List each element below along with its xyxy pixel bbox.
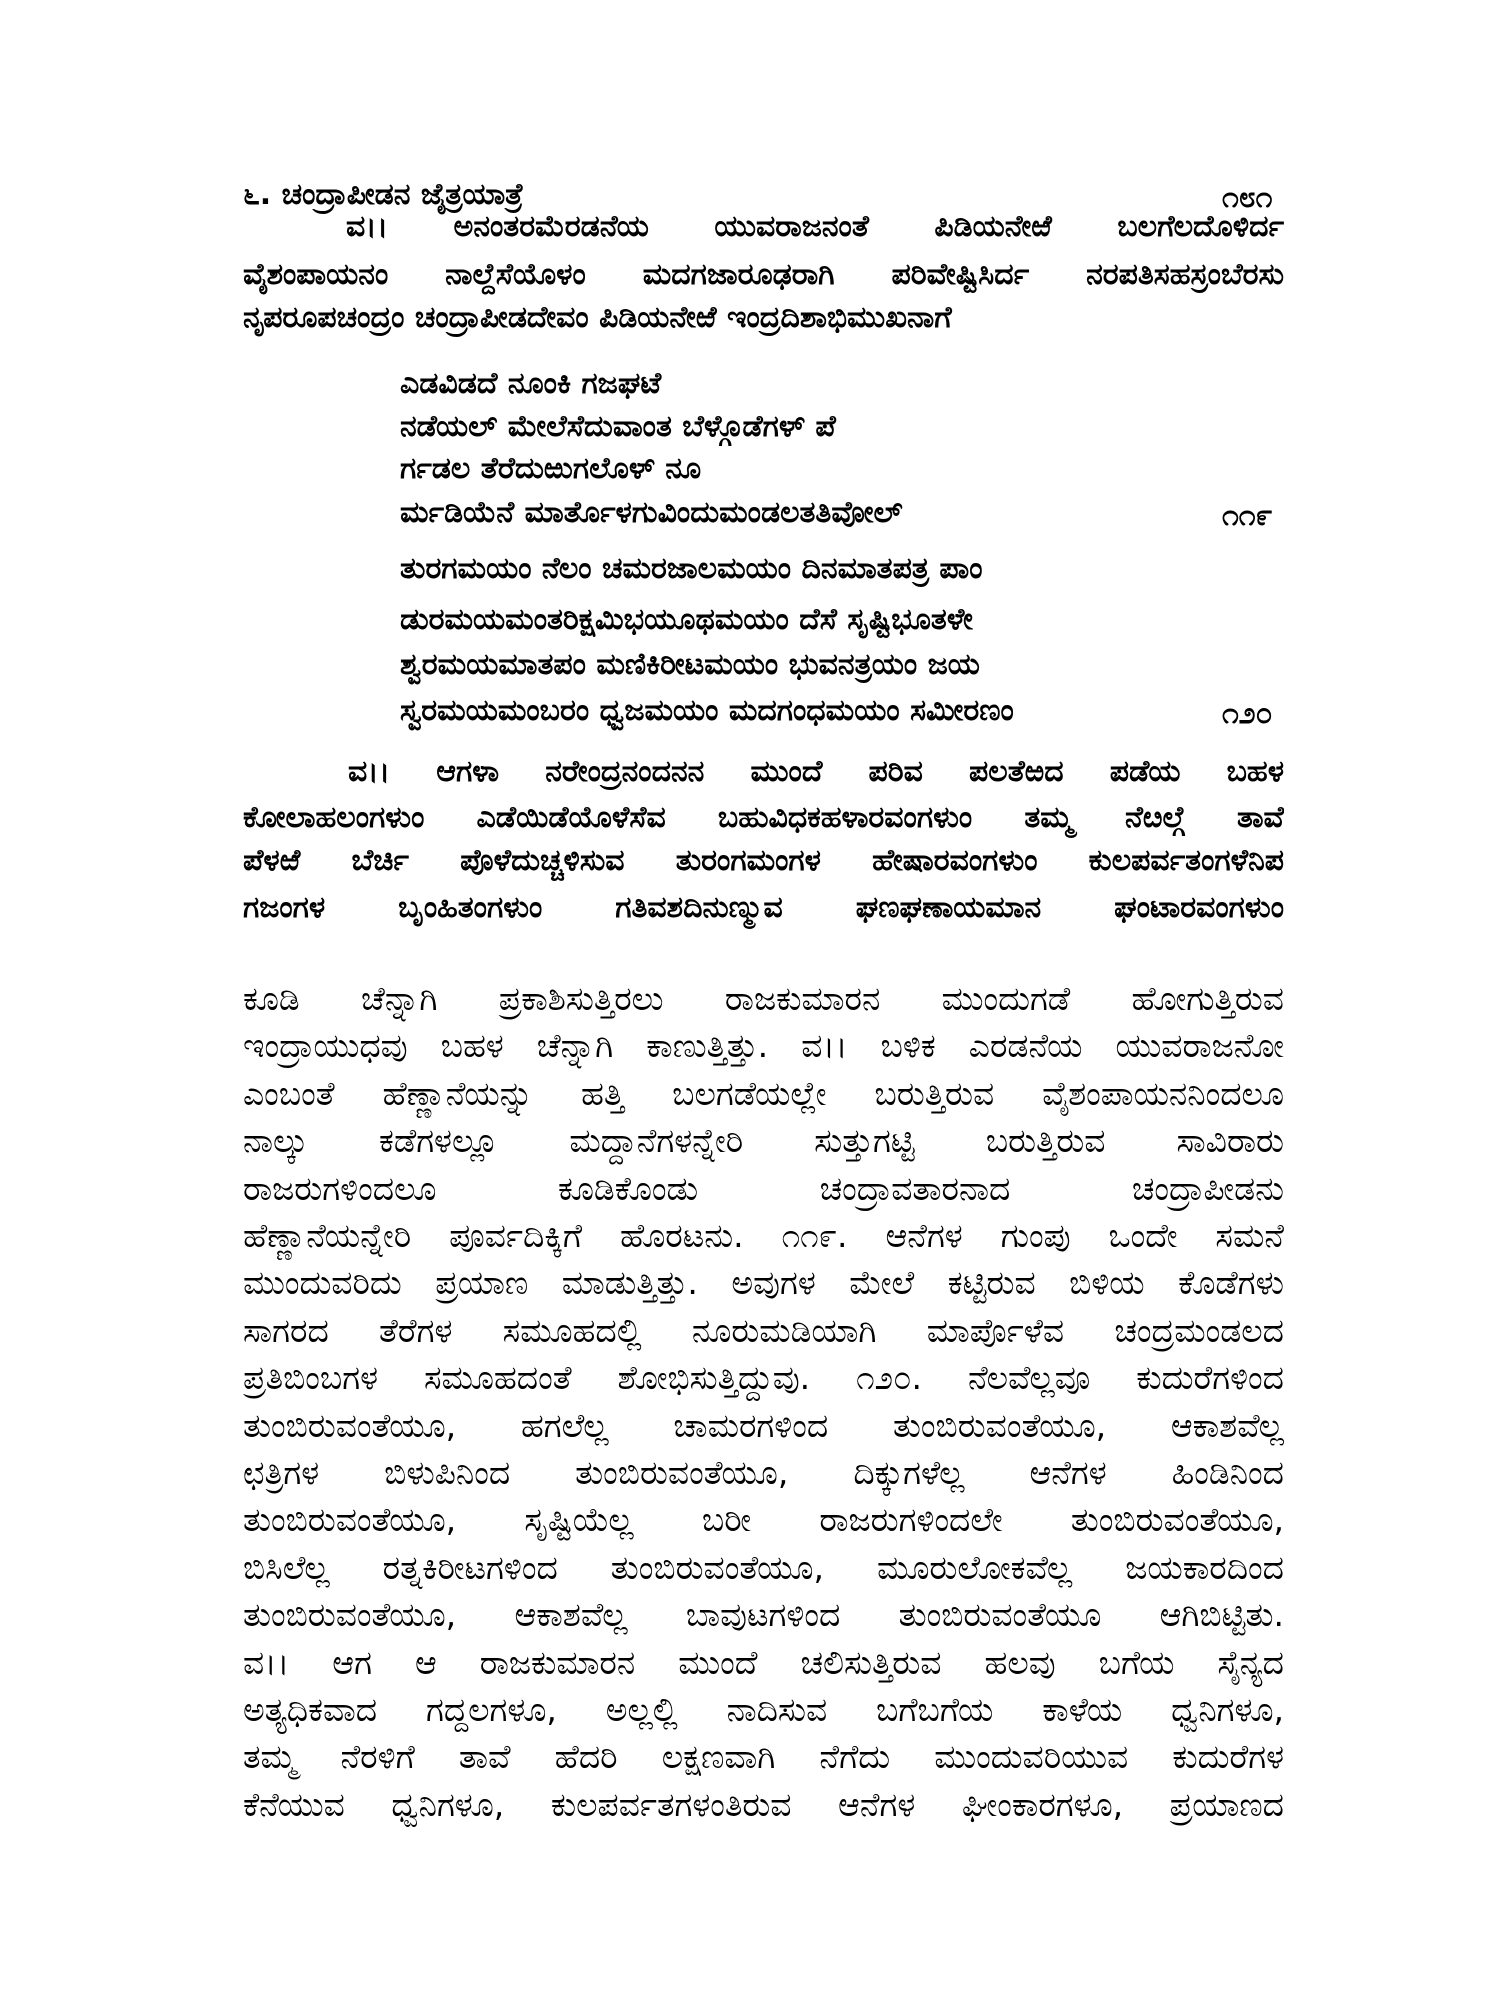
- text-line: ಹೆಣ್ಣಾನೆಯನ್ನೇರಿ ಪೂರ್ವದಿಕ್ಕಿಗೆ ಹೊರಟನು. ೧೧೯. ಆನೆಗಳ ಗುಂಪು ಒಂದೇ ಸಮನೆ: [243, 1219, 1284, 1255]
- verse-line: ರ್ಗಡಲ ತೆರೆದುಱುಗಲೊಳ್ ನೂ: [400, 451, 702, 486]
- verse-line: ಎಡವಿಡದೆ ನೂಂಕಿ ಗಜಘಟೆ: [400, 366, 662, 401]
- text-line: ಕೋಲಾಹಲಂಗಳುಂ ಎಡೆಯಿಡೆಯೊಳೆಸೆವ ಬಹುವಿಧಕಹಳಾರವಂಗಳುಂ ತಮ್ಮ ನೆೞಲ್ಗೆ ತಾವೆ: [243, 803, 1284, 835]
- verse-line: ತುರಗಮಯಂ ನೆಲಂ ಚಮರಜಾಲಮಯಂ ದಿನಮಾತಪತ್ರ ಪಾಂ: [400, 551, 983, 586]
- text-line: ಛತ್ರಿಗಳ ಬಿಳುಪಿನಿಂದ ತುಂಬಿರುವಂತೆಯೂ, ದಿಕ್ಕುಗಳೆಲ್ಲ ಆನೆಗಳ ಹಿಂಡಿನಿಂದ: [243, 1456, 1284, 1492]
- text-line: ವ।। ಆಗ ಆ ರಾಜಕುಮಾರನ ಮುಂದೆ ಚಲಿಸುತ್ತಿರುವ ಹಲವು ಬಗೆಯ ಸೈನ್ಯದ: [243, 1645, 1284, 1682]
- text-line: ಪೆಳಱೆ ಬೆರ್ಚಿ ಪೊಳೆದುಚ್ಚಳಿಸುವ ತುರಂಗಮಂಗಳ ಹೇಷಾರವಂಗಳುಂ ಕುಲಪರ್ವತಂಗಳೆನಿಪ: [243, 846, 1284, 878]
- text-line: ವ।। ಆಗಳಾ ನರೇಂದ್ರನಂದನನ ಮುಂದೆ ಪರಿವ ಪಲತೆಱದ ಪಡೆಯ ಬಹಳ: [348, 757, 1284, 789]
- verse-line: ಶ್ವರಮಯಮಾತಪಂ ಮಣಿಕಿರೀಟಮಯಂ ಭುವನತ್ರಯಂ ಜಯ: [400, 647, 980, 682]
- text-line: ವೈಶಂಪಾಯನಂ ನಾಲ್ದೆಸೆಯೊಳಂ ಮದಗಜಾರೂಢರಾಗಿ ಪರಿವೇಷ್ಟಿಸಿರ್ದ ನರಪತಿಸಹಸ್ರಂಬೆರಸು: [243, 260, 1284, 292]
- text-line: ತುಂಬಿರುವಂತೆಯೂ, ಆಕಾಶವೆಲ್ಲ ಬಾವುಟಗಳಿಂದ ತುಂಬಿರುವಂತೆಯೂ ಆಗಿಬಿಟ್ಟಿತು.: [243, 1598, 1284, 1635]
- text-line: ಪ್ರತಿಬಿಂಬಗಳ ಸಮೂಹದಂತೆ ಶೋಭಿಸುತ್ತಿದ್ದುವು. ೧೨೦. ನೆಲವೆಲ್ಲವೂ ಕುದುರೆಗಳಿಂದ: [243, 1361, 1284, 1398]
- text-line: ಇಂದ್ರಾಯುಧವು ಬಹಳ ಚೆನ್ನಾಗಿ ಕಾಣುತ್ತಿತ್ತು. ವ।। ಬಳಿಕ ಎರಡನೆಯ ಯುವರಾಜನೋ: [243, 1029, 1284, 1066]
- text-line: ಕೂಡಿ ಚೆನ್ನಾಗಿ ಪ್ರಕಾಶಿಸುತ್ತಿರಲು ರಾಜಕುಮಾರನ ಮುಂದುಗಡೆ ಹೋಗುತ್ತಿರುವ: [243, 982, 1284, 1018]
- text-line: ಮುಂದುವರಿದು ಪ್ರಯಾಣ ಮಾಡುತ್ತಿತ್ತು. ಅವುಗಳ ಮೇಲೆ ಕಟ್ಟಿರುವ ಬಿಳಿಯ ಕೊಡೆಗಳು: [243, 1266, 1284, 1303]
- text-line: ನಾಲ್ಕು ಕಡೆಗಳಲ್ಲೂ ಮದ್ದಾನೆಗಳನ್ನೇರಿ ಸುತ್ತುಗಟ್ಟಿ ಬರುತ್ತಿರುವ ಸಾವಿರಾರು: [243, 1124, 1284, 1161]
- verse-number: ೧೨೦: [1222, 696, 1273, 731]
- text-line: ಗಜಂಗಳ ಬೃಂಹಿತಂಗಳುಂ ಗತಿವಶದಿನುಣ್ಮುವ ಘಣಘಣಾಯಮಾನ ಘಂಟಾರವಂಗಳುಂ: [243, 893, 1284, 925]
- verse-line: ಡುರಮಯಮಂತರಿಕ್ಷಮಿಭಯೂಥಮಯಂ ದೆಸೆ ಸೃಷ್ಟಿಭೂತಳೇ: [400, 602, 973, 637]
- text-line: ಎಂಬಂತೆ ಹೆಣ್ಣಾನೆಯನ್ನು ಹತ್ತಿ ಬಲಗಡೆಯಲ್ಲೇ ಬರುತ್ತಿರುವ ವೈಶಂಪಾಯನನಿಂದಲೂ: [243, 1076, 1284, 1113]
- text-line: ಸಾಗರದ ತೆರೆಗಳ ಸಮೂಹದಲ್ಲಿ ನೂರುಮಡಿಯಾಗಿ ಮಾರ್ಪೊಳೆವ ಚಂದ್ರಮಂಡಲದ: [243, 1313, 1284, 1350]
- text-line: ನೃಪರೂಪಚಂದ್ರಂ ಚಂದ್ರಾಪೀಡದೇವಂ ಪಿಡಿಯನೇಱೆ ಇಂದ್ರದಿಶಾಭಿಮುಖನಾಗೆ: [243, 300, 952, 335]
- text-line: ತುಂಬಿರುವಂತೆಯೂ, ಹಗಲೆಲ್ಲ ಚಾಮರಗಳಿಂದ ತುಂಬಿರುವಂತೆಯೂ, ಆಕಾಶವೆಲ್ಲ: [243, 1408, 1284, 1445]
- verse-number: ೧೧೯: [1222, 498, 1273, 533]
- verse-line: ರ್ಮಡಿಯೆನೆ ಮಾರ್ತೊಳಗುವಿಂದುಮಂಡಲತತಿವೋಲ್: [400, 495, 903, 530]
- text-line: ತಮ್ಮ ನೆರಳಿಗೆ ತಾವೆ ಹೆದರಿ ಲಕ್ಷಣವಾಗಿ ನೆಗೆದು ಮುಂದುವರಿಯುವ ಕುದುರೆಗಳ: [243, 1740, 1284, 1777]
- text-line: ತುಂಬಿರುವಂತೆಯೂ, ಸೃಷ್ಟಿಯೆಲ್ಲ ಬರೀ ರಾಜರುಗಳಿಂದಲೇ ತುಂಬಿರುವಂತೆಯೂ,: [243, 1503, 1284, 1540]
- text-line: ಅತ್ಯಧಿಕವಾದ ಗದ್ದಲಗಳೂ, ಅಲ್ಲಲ್ಲಿ ನಾದಿಸುವ ಬಗೆಬಗೆಯ ಕಾಳೆಯ ಧ್ವನಿಗಳೂ,: [243, 1693, 1284, 1729]
- text-line: ಬಿಸಿಲೆಲ್ಲ ರತ್ನಕಿರೀಟಗಳಿಂದ ತುಂಬಿರುವಂತೆಯೂ, ಮೂರುಲೋಕವೆಲ್ಲ ಜಯಕಾರದಿಂದ: [243, 1550, 1284, 1587]
- verse-line: ಸ್ವರಮಯಮಂಬರಂ ಧ್ವಜಮಯಂ ಮದಗಂಧಮಯಂ ಸಮೀರಣಂ: [400, 693, 1014, 728]
- text-line: ಕೆನೆಯುವ ಧ್ವನಿಗಳೂ, ಕುಲಪರ್ವತಗಳಂತಿರುವ ಆನೆಗಳ ಘೀಂಕಾರಗಳೂ, ಪ್ರಯಾಣದ: [243, 1787, 1284, 1824]
- chapter-title: ೬. ಚಂದ್ರಾಪೀಡನ ಜೈತ್ರಯಾತ್ರೆ: [243, 177, 524, 212]
- verse-line: ನಡೆಯಲ್ ಮೇಲೆಸೆದುವಾಂತ ಬೆಳ್ಗೊಡೆಗಳ್ ಪೆ: [400, 409, 836, 444]
- text-line: ರಾಜರುಗಳಿಂದಲೂ ಕೂಡಿಕೊಂಡು ಚಂದ್ರಾವತಾರನಾದ ಚಂದ್ರಾಪೀಡನು: [243, 1171, 1284, 1208]
- text-line: ವ।। ಅನಂತರಮೆರಡನೆಯ ಯುವರಾಜನಂತೆ ಪಿಡಿಯನೇಱೆ ಬಲಗೆಲದೊಳಿರ್ದ: [346, 212, 1284, 244]
- page-number: ೧೮೧: [1222, 180, 1273, 215]
